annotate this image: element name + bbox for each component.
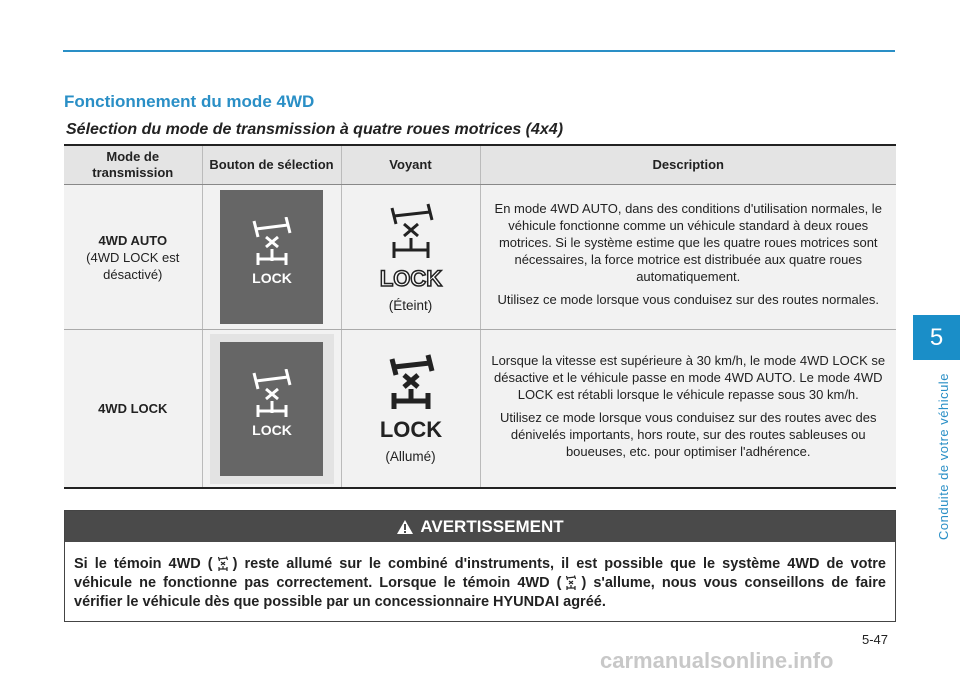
warning-text: Si le témoin 4WD ( ) reste allumé sur le combiné d'instruments, il est possible que le système 4WD de votre véhicule ne fonctionne pas correctement. Lorsque le témoin 4WD ( ) s'allume, nous vous conseillons de faire vérifier le véhicule dès que possible par un concessionnaire HYUNDAI agréé.: [74, 556, 886, 610]
chapter-tab: [913, 315, 960, 360]
warning-title: AVERTISSEMENT: [420, 516, 564, 536]
table-row: [64, 185, 896, 330]
chapter-label: Conduite de votre véhicule: [936, 373, 951, 540]
mode-name: 4WD AUTO: [98, 232, 168, 248]
description-cell: [480, 185, 896, 330]
indicator-cell: [341, 185, 480, 330]
indicator-state: (Allumé): [385, 449, 436, 464]
header-button: Bouton de sélection: [202, 145, 341, 185]
description-paragraph: En mode 4WD AUTO, dans des conditions d'utilisation normales, le véhicule fonctionne comme un véhicule standard à deux roues motrices. Si le système estime que les quatre roues motrices sont nécessaires, la force motrice est distribuée aux quatre roues automatiquement.: [494, 201, 882, 284]
watermark: carmanualsonline.info: [600, 648, 834, 673]
description-cell: [480, 330, 896, 489]
4wd-lock-button[interactable]: [220, 190, 323, 324]
4wd-indicator-icon: [217, 556, 229, 572]
4wd-lock-button-icon: [254, 217, 290, 265]
4wd-lock-button[interactable]: [220, 342, 323, 476]
warning-triangle-icon: [396, 519, 414, 535]
mode-cell: [64, 330, 202, 489]
mode-table: [64, 144, 896, 489]
description-paragraph: Lorsque la vitesse est supérieure à 30 km/h, le mode 4WD LOCK se désactive et le véhicule passe en mode 4WD AUTO. Le mode 4WD LOCK est rétabli lorsque le véhicule repasse sous 30 km/h.: [491, 352, 886, 402]
subtitle: Sélection du mode de transmission à quatre roues motrices (4x4): [66, 121, 564, 138]
header-description: Description: [480, 145, 896, 185]
4wd-lock-button-icon: [254, 369, 290, 417]
button-lock-label: LOCK: [251, 421, 292, 438]
4wd-indicator-icon: [565, 575, 577, 591]
mode-cell: [64, 185, 202, 330]
button-cell: [202, 330, 341, 489]
indicator-state: (Éteint): [388, 297, 433, 313]
section-title: Fonctionnement du mode 4WD: [64, 92, 315, 111]
page-number: 5-47: [862, 632, 889, 647]
4wd-lock-indicator-icon: [392, 204, 432, 258]
header-indicator: Voyant: [341, 145, 480, 185]
indicator-lock-label: LOCK: [379, 417, 442, 442]
warning-header: [65, 511, 895, 542]
indicator-cell: [341, 330, 480, 489]
4wd-lock-indicator-icon: [392, 355, 432, 409]
description-paragraph: Utilisez ce mode lorsque vous conduisez sur des routes avec des dénivelés importants, hors route, sur des routes sableuses ou boueuses, etc. pour optimiser l'adhérence.: [500, 409, 877, 459]
chapter-number: 5: [929, 323, 944, 351]
top-rule: [63, 50, 895, 52]
table-header-row: [64, 145, 896, 185]
header-mode: Mode de transmission: [64, 145, 202, 185]
warning-box: [64, 510, 896, 622]
button-cell: [202, 185, 341, 330]
description-paragraph: Utilisez ce mode lorsque vous conduisez sur des routes normales.: [497, 292, 879, 307]
indicator-lock-label: LOCK: [379, 265, 442, 291]
mode-note: (4WD LOCK est désactivé): [86, 249, 180, 282]
button-lock-label: LOCK: [251, 270, 292, 286]
table-row: [64, 330, 896, 489]
mode-name: 4WD LOCK: [98, 401, 168, 416]
